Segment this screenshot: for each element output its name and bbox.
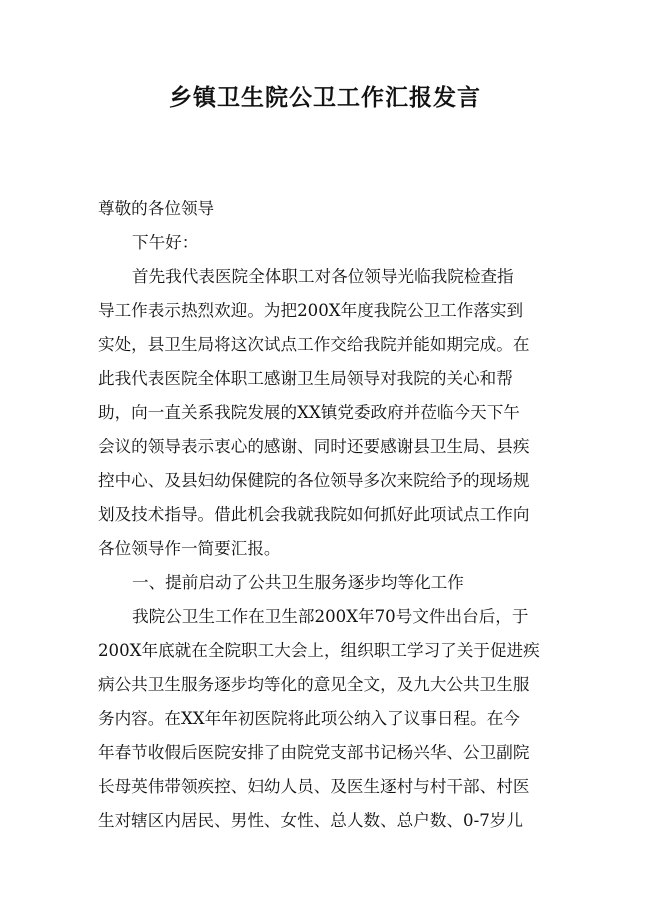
text-line: 会议的领导表示衷心的感谢、同时还要感谢县卫生局、县疾: [98, 437, 530, 456]
document-body: [98, 192, 556, 838]
text-line: 长母英伟带领疾控、妇幼人员、及医生逐村与村干部、村医: [98, 777, 530, 796]
text-line: 年春节收假后医院安排了由院党支部书记杨兴华、公卫副院: [98, 743, 530, 762]
text-line: 我院公卫生工作在卫生部200X年70号文件出台后，于: [132, 607, 529, 626]
text-line: 划及技术指导。借此机会我就我院如何抓好此项试点工作向: [98, 505, 530, 524]
text-line: 病公共卫生服务逐步均等化的意见全文，及九大公共卫生服: [98, 675, 530, 694]
text-line: 实处，县卫生局将这次试点工作交给我院并能如期完成。在: [98, 335, 530, 354]
text-line: 200X年底就在全院职工大会上，组织职工学习了关于促进疾: [98, 641, 540, 660]
text-line: 生对辖区内居民、男性、女性、总人数、总户数、0-7岁儿: [98, 811, 523, 830]
text-line: 此我代表医院全体职工感谢卫生局领导对我院的关心和帮: [98, 369, 513, 388]
text-line: 导工作表示热烈欢迎。为把200X年度我院公卫工作落实到: [98, 301, 524, 320]
text-line: 各位领导作一简要汇报。: [98, 539, 281, 558]
document-title: 乡镇卫生院公卫工作汇报发言: [169, 85, 481, 111]
text-line: 助，向一直关系我院发展的XX镇党委政府并莅临今天下午: [98, 403, 520, 422]
text-line: 下午好：: [132, 233, 199, 252]
section-heading: 一、提前启动了公共卫生服务逐步均等化工作: [132, 573, 464, 592]
text-line: 务内容。在XX年年初医院将此项公纳入了议事日程。在今: [98, 709, 520, 728]
text-line: 首先我代表医院全体职工对各位领导光临我院检查指: [132, 267, 514, 286]
text-line: 控中心、及县妇幼保健院的各位领导多次来院给予的现场规: [98, 471, 530, 490]
text-line: 尊敬的各位领导: [98, 199, 215, 218]
